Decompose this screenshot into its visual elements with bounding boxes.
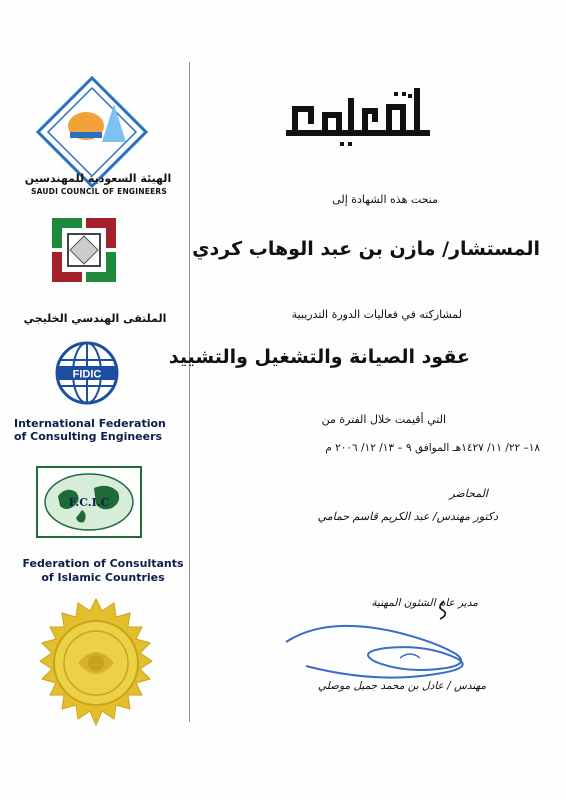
fidic-logo-text: FIDIC [72,368,102,381]
fcic-name-line2: of Islamic Countries [41,571,165,584]
scec-name-english: SAUDI COUNCIL OF ENGINEERS [31,187,167,196]
granted-to-text: منحت هذه الشهادة إلى [332,193,438,206]
certificate-title-text: شهادة [282,84,285,85]
period-label: التي أقيمت خلال الفترة من [321,413,446,426]
lecturer-label: المحاضر [449,487,488,500]
course-title: عقود الصيانة والتشغيل والتشييد [168,346,470,368]
fcic-logo-icon [36,466,142,538]
fcic-logo-text: F.C.I.C [68,496,110,509]
fidic-name-line2: of Consulting Engineers [14,430,163,443]
gulf-forum-name-arabic: الملتقى الهندسي الخليجي [23,312,167,325]
fidic-full-name [14,417,184,443]
fidic-globe-icon [54,340,120,406]
director-title: مدير عام الشئون المهنية [371,597,478,609]
vertical-divider [189,62,190,722]
fidic-name-line1: International Federation [14,417,166,430]
fcic-name-line1: Federation of Consultants [22,557,184,570]
participation-text: لمشاركته في فعاليات الدورة التدريبية [291,308,462,321]
gold-seal-icon [30,597,162,729]
director-name: مهندس / عادل بن محمد جميل موصلي [317,680,486,692]
course-dates: ١٨– ٢٢/ ١١/ ١٤٢٧هـ الموافق ٩ – ١٣/ ١٢/ ٢٠٠٦ م [325,442,540,454]
recipient-name: المستشار/ مازن بن عبد الوهاب كردي [192,238,540,260]
certificate-title [282,84,434,154]
director-signature [280,612,480,688]
fcic-full-name [18,557,188,585]
scec-name-arabic: الهيئة السعودية للمهندسين [24,172,172,185]
lecturer-name: دكتور مهندس/ عبد الكريم قاسم حمامي [317,510,498,523]
gulf-forum-logo-icon [48,214,120,286]
